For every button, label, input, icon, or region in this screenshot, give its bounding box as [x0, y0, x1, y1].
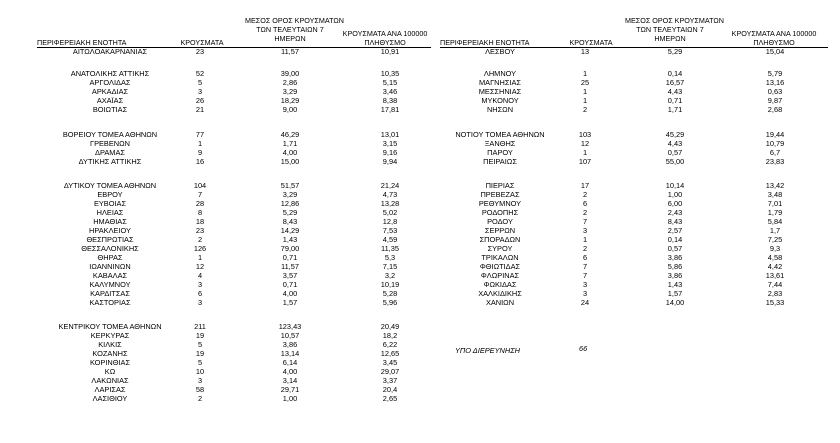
- table-row: [0, 217, 840, 226]
- avg-cell: 8,43: [282, 217, 298, 226]
- region-name: ΠΙΕΡΙΑΣ: [485, 181, 515, 190]
- header-per-left: [340, 29, 430, 47]
- avg-cell: 0,71: [667, 96, 683, 105]
- region-name: ΚΟΖΑΝΗΣ: [92, 349, 128, 358]
- per-100k-cell: 19,44: [765, 130, 785, 139]
- region-name: ΛΗΜΝΟΥ: [483, 69, 517, 78]
- avg-cell: 5,86: [667, 262, 683, 271]
- avg-cell: 2,43: [667, 208, 683, 217]
- cases-cell: 17: [580, 181, 590, 190]
- per-100k-cell: 3,37: [382, 376, 398, 385]
- avg-cell: 6,00: [667, 199, 683, 208]
- table-row: [0, 376, 840, 385]
- per-100k-cell: 6,7: [769, 148, 781, 157]
- avg-cell: 10,57: [280, 331, 300, 340]
- region-name: ΛΑΣΙΘΙΟΥ: [92, 394, 128, 403]
- avg-cell: 55,00: [665, 157, 685, 166]
- avg-cell: 9,00: [282, 105, 298, 114]
- table-row: [0, 190, 840, 199]
- table-row: [0, 331, 840, 340]
- avg-cell: 3,86: [667, 271, 683, 280]
- cases-cell: 3: [197, 280, 203, 289]
- per-100k-cell: 13,28: [380, 199, 400, 208]
- table-row: [0, 262, 840, 271]
- avg-cell: 1,00: [282, 394, 298, 403]
- avg-cell: 0,14: [667, 235, 683, 244]
- avg-cell: 18,29: [280, 96, 300, 105]
- avg-cell: 1,57: [667, 289, 683, 298]
- header-region-left: ΠΕΡΙΦΕΡΕΙΑΚΗ ΕΝΟΤΗΤΑ: [37, 38, 127, 47]
- table-row: [0, 148, 840, 157]
- table-row: [0, 105, 840, 114]
- per-100k-cell: 10,79: [765, 139, 785, 148]
- cases-cell: 2: [197, 394, 203, 403]
- region-name: ΒΟΡΕΙΟΥ ΤΟΜΕΑ ΑΘΗΝΩΝ: [62, 130, 158, 139]
- table-row: [0, 199, 840, 208]
- region-name: ΧΑΛΚΙΔΙΚΗΣ: [478, 289, 522, 298]
- table-row: [0, 157, 840, 166]
- table-row: [0, 340, 840, 349]
- region-name: ΡΟΔΟΠΗΣ: [481, 208, 519, 217]
- cases-cell: 7: [582, 262, 588, 271]
- per-100k-cell: 8,38: [382, 96, 398, 105]
- table-row: [0, 349, 840, 358]
- avg-cell: 123,43: [278, 322, 302, 331]
- region-name: ΛΑΚΩΝΙΑΣ: [91, 376, 129, 385]
- per-100k-cell: 3,48: [767, 190, 783, 199]
- per-100k-cell: 12,65: [380, 349, 400, 358]
- region-name: ΞΑΝΘΗΣ: [484, 139, 516, 148]
- region-name: ΓΡΕΒΕΝΩΝ: [90, 139, 130, 148]
- region-name: ΠΕΙΡΑΙΩΣ: [483, 157, 517, 166]
- region-name: ΛΕΣΒΟΥ: [485, 47, 515, 56]
- avg-cell: 3,29: [282, 87, 298, 96]
- avg-cell: 16,57: [665, 78, 685, 87]
- cases-cell: 2: [197, 235, 203, 244]
- avg-cell: 2,57: [667, 226, 683, 235]
- region-name: ΚΕΡΚΥΡΑΣ: [90, 331, 130, 340]
- header-avg-right: [625, 16, 724, 43]
- per-100k-cell: 5,96: [382, 298, 398, 307]
- header-cases-right: ΚΡΟΥΣΜΑΤΑ: [569, 38, 613, 47]
- region-name: ΑΙΤΩΛΟΑΚΑΡΝΑΝΙΑΣ: [72, 47, 148, 56]
- cases-cell: 7: [582, 217, 588, 226]
- per-100k-cell: 4,42: [767, 262, 783, 271]
- avg-cell: 4,00: [282, 367, 298, 376]
- avg-cell: 3,57: [282, 271, 298, 280]
- cases-cell: 18: [195, 217, 205, 226]
- table-row: [0, 280, 840, 289]
- header-per-line1: ΚΡΟΥΣΜΑΤΑ ΑΝΑ 100000: [342, 29, 428, 38]
- header-avg-left: [245, 16, 344, 43]
- region-name: ΘΕΣΣΑΛΟΝΙΚΗΣ: [81, 244, 139, 253]
- per-100k-cell: 3,45: [382, 358, 398, 367]
- avg-cell: 0,14: [667, 69, 683, 78]
- cases-cell: 2: [582, 190, 588, 199]
- per-100k-cell: 5,28: [382, 289, 398, 298]
- cases-cell: 3: [197, 87, 203, 96]
- region-name: ΜΑΓΝΗΣΙΑΣ: [479, 78, 521, 87]
- pending-label: ΥΠΟ ΔΙΕΡΕΥΝΗΣΗ: [455, 346, 520, 355]
- table-row: [0, 367, 840, 376]
- region-name: ΚΟΡΙΝΘΙΑΣ: [89, 358, 131, 367]
- table-row: [0, 244, 840, 253]
- region-name: ΚΑΣΤΟΡΙΑΣ: [89, 298, 131, 307]
- table-row: [0, 298, 840, 307]
- cases-cell: 3: [197, 298, 203, 307]
- avg-cell: 4,00: [282, 148, 298, 157]
- cases-cell: 3: [582, 226, 588, 235]
- avg-cell: 11,57: [281, 262, 299, 271]
- avg-cell: 5,29: [282, 208, 298, 217]
- avg-cell: 0,71: [282, 253, 298, 262]
- header-avg-line1: ΜΕΣΟΣ ΟΡΟΣ ΚΡΟΥΣΜΑΤΩΝ: [245, 16, 344, 25]
- cases-cell: 6: [582, 199, 588, 208]
- per-100k-cell: 4,73: [382, 190, 398, 199]
- region-name: ΑΧΑΪΑΣ: [96, 96, 124, 105]
- per-100k-cell: 5,02: [382, 208, 398, 217]
- region-name: ΦΘΙΩΤΙΔΑΣ: [479, 262, 521, 271]
- cases-cell: 1: [582, 69, 588, 78]
- table-row: [0, 130, 840, 139]
- cases-cell: 6: [197, 289, 203, 298]
- table-row: [0, 87, 840, 96]
- region-name: ΑΡΚΑΔΙΑΣ: [91, 87, 129, 96]
- avg-cell: 1,43: [667, 280, 683, 289]
- avg-cell: 3,14: [282, 376, 298, 385]
- region-name: ΙΩΑΝΝΙΝΩΝ: [89, 262, 131, 271]
- region-name: ΦΩΚΙΔΑΣ: [483, 280, 517, 289]
- region-name: ΔΥΤΙΚΟΥ ΤΟΜΕΑ ΑΘΗΝΩΝ: [63, 181, 157, 190]
- avg-cell: 1,43: [282, 235, 298, 244]
- cases-cell: 7: [582, 271, 588, 280]
- cases-cell: 12: [195, 262, 205, 271]
- cases-cell: 4: [197, 271, 203, 280]
- avg-cell: 2,86: [282, 78, 298, 87]
- per-100k-cell: 15,33: [765, 298, 785, 307]
- avg-cell: 3,29: [282, 190, 298, 199]
- table-row: [0, 385, 840, 394]
- per-100k-cell: 2,83: [767, 289, 783, 298]
- avg-cell: 4,00: [282, 289, 298, 298]
- header-avg-line3: ΗΜΕΡΩΝ: [274, 34, 306, 43]
- per-100k-cell: 5,79: [767, 69, 783, 78]
- per-100k-cell: 23,83: [765, 157, 785, 166]
- per-100k-cell: 3,2: [384, 271, 396, 280]
- avg-cell: 1,57: [282, 298, 298, 307]
- avg-cell: 12,86: [280, 199, 300, 208]
- cases-cell: 3: [582, 289, 588, 298]
- per-100k-cell: 7,15: [382, 262, 398, 271]
- per-100k-cell: 3,15: [382, 139, 398, 148]
- region-name: ΠΑΡΟΥ: [487, 148, 513, 157]
- avg-cell: 0,71: [282, 280, 298, 289]
- region-name: ΚΑΛΥΜΝΟΥ: [89, 280, 131, 289]
- per-100k-cell: 7,44: [767, 280, 783, 289]
- region-name: ΕΒΡΟΥ: [97, 190, 123, 199]
- region-name: ΔΥΤΙΚΗΣ ΑΤΤΙΚΗΣ: [78, 157, 142, 166]
- header-avg-line2: ΤΩΝ ΤΕΛΕΥΤΑΙΩΝ 7: [636, 25, 704, 34]
- avg-cell: 10,14: [665, 181, 685, 190]
- avg-cell: 13,14: [280, 349, 300, 358]
- cases-cell: 1: [582, 87, 588, 96]
- avg-cell: 14,00: [665, 298, 685, 307]
- avg-cell: 4,43: [667, 87, 683, 96]
- region-name: ΡΟΔΟΥ: [487, 217, 513, 226]
- region-name: ΧΑΝΙΩΝ: [485, 298, 515, 307]
- avg-cell: 8,43: [667, 217, 683, 226]
- table-row: [0, 289, 840, 298]
- region-name: ΝΗΣΩΝ: [486, 105, 514, 114]
- cases-cell: 23: [195, 47, 205, 56]
- region-name: ΚΑΡΔΙΤΣΑΣ: [90, 289, 130, 298]
- avg-cell: 15,00: [280, 157, 300, 166]
- cases-cell: 23: [195, 226, 205, 235]
- cases-cell: 5: [197, 358, 203, 367]
- cases-cell: 58: [195, 385, 205, 394]
- region-name: ΚΙΛΚΙΣ: [98, 340, 122, 349]
- cases-cell: 2: [582, 105, 588, 114]
- per-100k-cell: 10,19: [380, 280, 400, 289]
- cases-cell: 52: [195, 69, 205, 78]
- table-row: [0, 271, 840, 280]
- per-100k-cell: 2,65: [382, 394, 398, 403]
- table-row: [0, 322, 840, 331]
- per-100k-cell: 4,59: [382, 235, 398, 244]
- per-100k-cell: 7,25: [767, 235, 783, 244]
- per-100k-cell: 13,16: [765, 78, 785, 87]
- cases-cell: 1: [582, 235, 588, 244]
- header-avg-line1: ΜΕΣΟΣ ΟΡΟΣ ΚΡΟΥΣΜΑΤΩΝ: [625, 16, 724, 25]
- per-100k-cell: 20,49: [380, 322, 400, 331]
- avg-cell: 5,29: [667, 47, 683, 56]
- table-row: [0, 226, 840, 235]
- cases-cell: 16: [195, 157, 205, 166]
- per-100k-cell: 29,07: [380, 367, 400, 376]
- cases-cell: 6: [582, 253, 588, 262]
- region-name: ΜΕΣΣΗΝΙΑΣ: [478, 87, 522, 96]
- table-row: [0, 78, 840, 87]
- cases-cell: 1: [582, 148, 588, 157]
- table-row: [0, 69, 840, 78]
- per-100k-cell: 1,7: [769, 226, 781, 235]
- avg-cell: 14,29: [280, 226, 300, 235]
- per-100k-cell: 10,35: [380, 69, 400, 78]
- table-row: [0, 139, 840, 148]
- avg-cell: 1,00: [667, 190, 683, 199]
- per-100k-cell: 1,79: [767, 208, 783, 217]
- region-name: ΚΕΝΤΡΙΚΟΥ ΤΟΜΕΑ ΑΘΗΝΩΝ: [58, 322, 162, 331]
- cases-cell: 2: [582, 208, 588, 217]
- table-row: [0, 394, 840, 403]
- table-row: [0, 208, 840, 217]
- table-row: [0, 181, 840, 190]
- cases-cell: 7: [197, 190, 203, 199]
- cases-cell: 5: [197, 78, 203, 87]
- cases-cell: 8: [197, 208, 203, 217]
- per-100k-cell: 2,68: [767, 105, 783, 114]
- per-100k-cell: 10,91: [380, 47, 400, 56]
- header-avg-line2: ΤΩΝ ΤΕΛΕΥΤΑΙΩΝ 7: [256, 25, 324, 34]
- per-100k-cell: 20,4: [382, 385, 398, 394]
- avg-cell: 1,71: [282, 139, 298, 148]
- cases-cell: 26: [195, 96, 205, 105]
- per-100k-cell: 7,53: [382, 226, 398, 235]
- avg-cell: 6,14: [282, 358, 298, 367]
- region-name: ΚΑΒΑΛΑΣ: [92, 271, 128, 280]
- table-row: [0, 235, 840, 244]
- region-name: ΣΠΟΡΑΔΩΝ: [479, 235, 521, 244]
- region-name: ΑΝΑΤΟΛΙΚΗΣ ΑΤΤΙΚΗΣ: [70, 69, 150, 78]
- per-100k-cell: 11,35: [381, 244, 399, 253]
- avg-cell: 79,00: [280, 244, 300, 253]
- per-100k-cell: 6,22: [382, 340, 398, 349]
- cases-cell: 3: [197, 376, 203, 385]
- cases-cell: 3: [582, 280, 588, 289]
- region-name: ΗΛΕΙΑΣ: [96, 208, 124, 217]
- per-100k-cell: 15,04: [765, 47, 785, 56]
- table-row: [0, 253, 840, 262]
- per-100k-cell: 9,3: [769, 244, 781, 253]
- per-100k-cell: 12,8: [382, 217, 398, 226]
- per-100k-cell: 5,15: [382, 78, 398, 87]
- per-100k-cell: 9,87: [767, 96, 783, 105]
- cases-cell: 104: [193, 181, 207, 190]
- region-name: ΣΥΡΟΥ: [487, 244, 513, 253]
- header-per-right: [724, 29, 824, 47]
- per-100k-cell: 13,01: [380, 130, 400, 139]
- header-avg-line3: ΗΜΕΡΩΝ: [654, 34, 686, 43]
- region-name: ΒΟΙΩΤΙΑΣ: [92, 105, 128, 114]
- region-name: ΦΛΩΡΙΝΑΣ: [480, 271, 520, 280]
- header-per-line2: ΠΛΗΘΥΣΜΟ: [364, 38, 406, 47]
- cases-cell: 13: [580, 47, 590, 56]
- avg-cell: 3,86: [282, 340, 298, 349]
- cases-cell: 1: [582, 96, 588, 105]
- avg-cell: 45,29: [665, 130, 685, 139]
- per-100k-cell: 21,24: [380, 181, 400, 190]
- region-name: ΗΡΑΚΛΕΙΟΥ: [89, 226, 131, 235]
- cases-cell: 19: [195, 331, 205, 340]
- avg-cell: 4,43: [667, 139, 683, 148]
- region-name: ΝΟΤΙΟΥ ΤΟΜΕΑ ΑΘΗΝΩΝ: [455, 130, 545, 139]
- per-100k-cell: 9,16: [382, 148, 398, 157]
- region-name: ΕΥΒΟΙΑΣ: [93, 199, 127, 208]
- region-name: ΔΡΑΜΑΣ: [95, 148, 125, 157]
- cases-cell: 24: [580, 298, 590, 307]
- per-100k-cell: 17,81: [380, 105, 400, 114]
- avg-cell: 1,71: [667, 105, 683, 114]
- cases-cell: 12: [580, 139, 590, 148]
- cases-cell: 5: [197, 340, 203, 349]
- cases-cell: 28: [195, 199, 205, 208]
- avg-cell: 0,57: [667, 244, 683, 253]
- region-name: ΚΩ: [104, 367, 116, 376]
- cases-cell: 21: [195, 105, 205, 114]
- avg-cell: 51,57: [280, 181, 300, 190]
- header-region-right: ΠΕΡΙΦΕΡΕΙΑΚΗ ΕΝΟΤΗΤΑ: [440, 38, 530, 47]
- region-name: ΡΕΘΥΜΝΟΥ: [478, 199, 522, 208]
- per-100k-cell: 5,84: [767, 217, 783, 226]
- header-per-line2: ΠΛΗΘΥΣΜΟ: [753, 38, 795, 47]
- cases-cell: 107: [578, 157, 592, 166]
- per-100k-cell: 5,3: [384, 253, 396, 262]
- per-100k-cell: 7,01: [767, 199, 783, 208]
- cases-cell: 19: [195, 349, 205, 358]
- per-100k-cell: 9,94: [382, 157, 398, 166]
- avg-cell: 0,57: [667, 148, 683, 157]
- cases-cell: 126: [193, 244, 207, 253]
- per-100k-cell: 13,61: [765, 271, 785, 280]
- cases-cell: 9: [197, 148, 203, 157]
- table-row: [0, 96, 840, 105]
- region-name: ΘΕΣΠΡΩΤΙΑΣ: [86, 235, 134, 244]
- table-row: [0, 47, 840, 56]
- region-name: ΑΡΓΟΛΙΔΑΣ: [89, 78, 131, 87]
- cases-cell: 103: [578, 130, 592, 139]
- region-name: ΠΡΕΒΕΖΑΣ: [480, 190, 520, 199]
- per-100k-cell: 13,42: [765, 181, 785, 190]
- pending-cases: 66: [579, 344, 588, 353]
- region-name: ΤΡΙΚΑΛΩΝ: [481, 253, 519, 262]
- per-100k-cell: 18,2: [382, 331, 398, 340]
- cases-cell: 1: [197, 139, 203, 148]
- region-name: ΛΑΡΙΣΑΣ: [94, 385, 126, 394]
- header-per-line1: ΚΡΟΥΣΜΑΤΑ ΑΝΑ 100000: [731, 29, 817, 38]
- avg-cell: 39,00: [280, 69, 300, 78]
- region-name: ΘΗΡΑΣ: [97, 253, 123, 262]
- cases-cell: 77: [195, 130, 205, 139]
- cases-cell: 25: [580, 78, 590, 87]
- avg-cell: 3,86: [667, 253, 683, 262]
- table-row: [0, 358, 840, 367]
- avg-cell: 11,57: [281, 47, 299, 56]
- per-100k-cell: 0,63: [767, 87, 783, 96]
- region-name: ΗΜΑΘΙΑΣ: [93, 217, 127, 226]
- cases-cell: 10: [195, 367, 205, 376]
- cases-cell: 1: [197, 253, 203, 262]
- cases-cell: 2: [582, 244, 588, 253]
- region-name: ΜΥΚΟΝΟΥ: [481, 96, 519, 105]
- avg-cell: 29,71: [280, 385, 300, 394]
- per-100k-cell: 3,46: [382, 87, 398, 96]
- avg-cell: 46,29: [280, 130, 300, 139]
- per-100k-cell: 4,58: [767, 253, 783, 262]
- region-name: ΣΕΡΡΩΝ: [484, 226, 516, 235]
- cases-cell: 211: [194, 322, 206, 331]
- header-cases-left: ΚΡΟΥΣΜΑΤΑ: [180, 38, 224, 47]
